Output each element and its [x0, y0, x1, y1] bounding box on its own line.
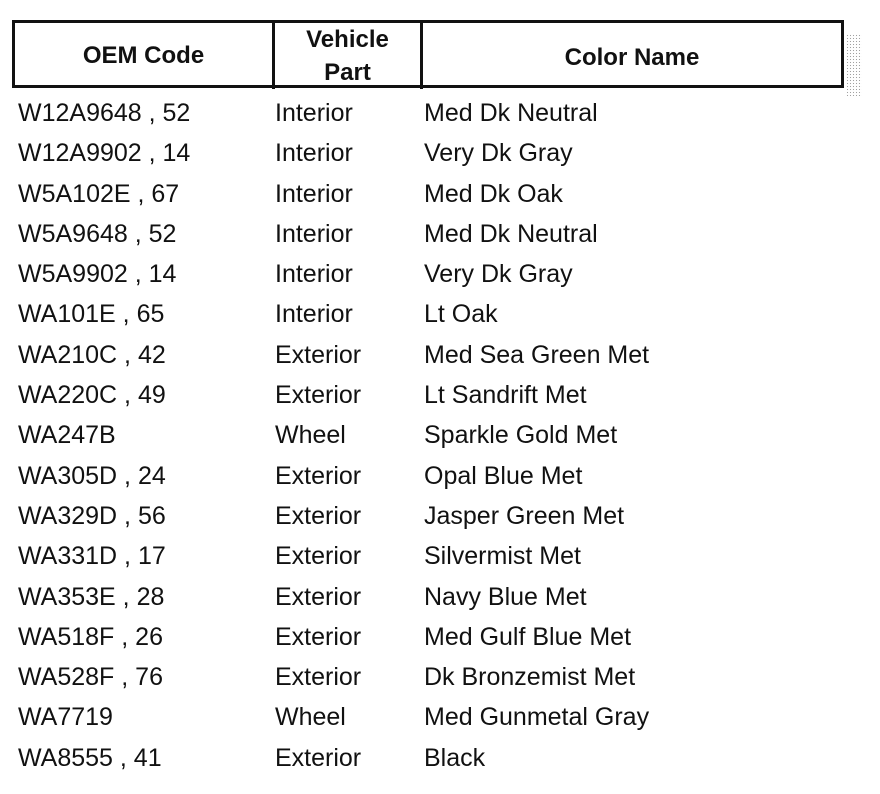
header-oem-code [15, 23, 272, 89]
cell-vehicle-part: Exterior [275, 381, 362, 410]
table-row [0, 217, 880, 257]
cell-oem-code: WA220C , 49 [18, 381, 166, 410]
cell-color-name: Navy Blue Met [424, 582, 587, 611]
cell-color-name: Very Dk Gray [424, 260, 573, 289]
cell-oem-code: WA8555 , 41 [18, 743, 162, 772]
cell-vehicle-part: Interior [275, 300, 353, 329]
table-header [12, 20, 844, 88]
cell-vehicle-part: Exterior [275, 461, 362, 490]
cell-color-name: Med Dk Oak [424, 179, 563, 208]
cell-vehicle-part: Wheel [275, 421, 346, 450]
cell-color-name: Lt Sandrift Met [424, 381, 587, 410]
table-row [0, 459, 880, 499]
cell-color-name: Lt Oak [424, 300, 498, 329]
cell-color-name: Med Dk Neutral [424, 219, 598, 248]
cell-vehicle-part: Exterior [275, 340, 362, 369]
cell-oem-code: WA353E , 28 [18, 582, 165, 611]
cell-oem-code: W5A9902 , 14 [18, 260, 177, 289]
cell-color-name: Silvermist Met [424, 542, 581, 571]
cell-vehicle-part: Exterior [275, 542, 362, 571]
header-color-name [420, 23, 841, 89]
table-row [0, 297, 880, 337]
cell-oem-code: WA247B [18, 421, 116, 450]
cell-color-name: Med Dk Neutral [424, 99, 598, 127]
cell-oem-code: WA329D , 56 [18, 501, 166, 530]
cell-vehicle-part: Exterior [275, 622, 362, 651]
cell-vehicle-part: Interior [275, 219, 353, 248]
cell-color-name: Jasper Green Met [424, 501, 625, 530]
cell-color-name: Sparkle Gold Met [424, 421, 618, 450]
cell-color-name: Med Gunmetal Gray [424, 703, 650, 732]
cell-oem-code: W5A9648 , 52 [18, 219, 177, 248]
cell-vehicle-part: Wheel [275, 703, 346, 732]
header-vehicle-part-label [306, 23, 389, 89]
table-row [0, 741, 880, 781]
table-row [0, 378, 880, 418]
header-oem-code-label: OEM Code [82, 41, 205, 69]
cell-oem-code: WA518F , 26 [18, 622, 163, 651]
cell-oem-code: W12A9902 , 14 [18, 139, 191, 168]
scan-dither-artifact [846, 34, 862, 96]
table-row [0, 418, 880, 458]
table-row [0, 700, 880, 740]
cell-color-name: Opal Blue Met [424, 461, 583, 490]
cell-oem-code: WA305D , 24 [18, 461, 166, 490]
table-row [0, 620, 880, 660]
table-row [0, 136, 880, 176]
cell-oem-code: WA331D , 17 [18, 542, 166, 571]
cell-oem-code: WA7719 [18, 703, 113, 732]
cell-color-name: Black [424, 743, 486, 772]
table-row [0, 499, 880, 539]
cell-color-name: Dk Bronzemist Met [424, 663, 636, 692]
cell-vehicle-part: Interior [275, 260, 353, 289]
cell-oem-code: W5A102E , 67 [18, 179, 180, 208]
table-row [0, 257, 880, 297]
header-vehicle-part-line2: Part [324, 59, 371, 86]
table-body [0, 96, 880, 781]
table-row [0, 96, 880, 136]
cell-color-name: Very Dk Gray [424, 139, 573, 168]
cell-color-name: Med Gulf Blue Met [424, 622, 632, 651]
cell-vehicle-part: Interior [275, 179, 353, 208]
table-row [0, 338, 880, 378]
cell-oem-code: W12A9648 , 52 [18, 99, 191, 127]
table-row [0, 177, 880, 217]
cell-vehicle-part: Exterior [275, 663, 362, 692]
table-row [0, 660, 880, 700]
header-color-name-label: Color Name [564, 43, 700, 71]
header-vehicle-part [272, 23, 420, 89]
cell-oem-code: WA210C , 42 [18, 340, 166, 369]
table-row [0, 539, 880, 579]
cell-vehicle-part: Interior [275, 139, 353, 168]
cell-oem-code: WA528F , 76 [18, 663, 163, 692]
table-row [0, 580, 880, 620]
cell-oem-code: WA101E , 65 [18, 300, 165, 329]
cell-color-name: Med Sea Green Met [424, 340, 650, 369]
cell-vehicle-part: Exterior [275, 501, 362, 530]
header-vehicle-part-line1: Vehicle [306, 26, 389, 53]
cell-vehicle-part: Interior [275, 99, 353, 127]
cell-vehicle-part: Exterior [275, 743, 362, 772]
cell-vehicle-part: Exterior [275, 582, 362, 611]
